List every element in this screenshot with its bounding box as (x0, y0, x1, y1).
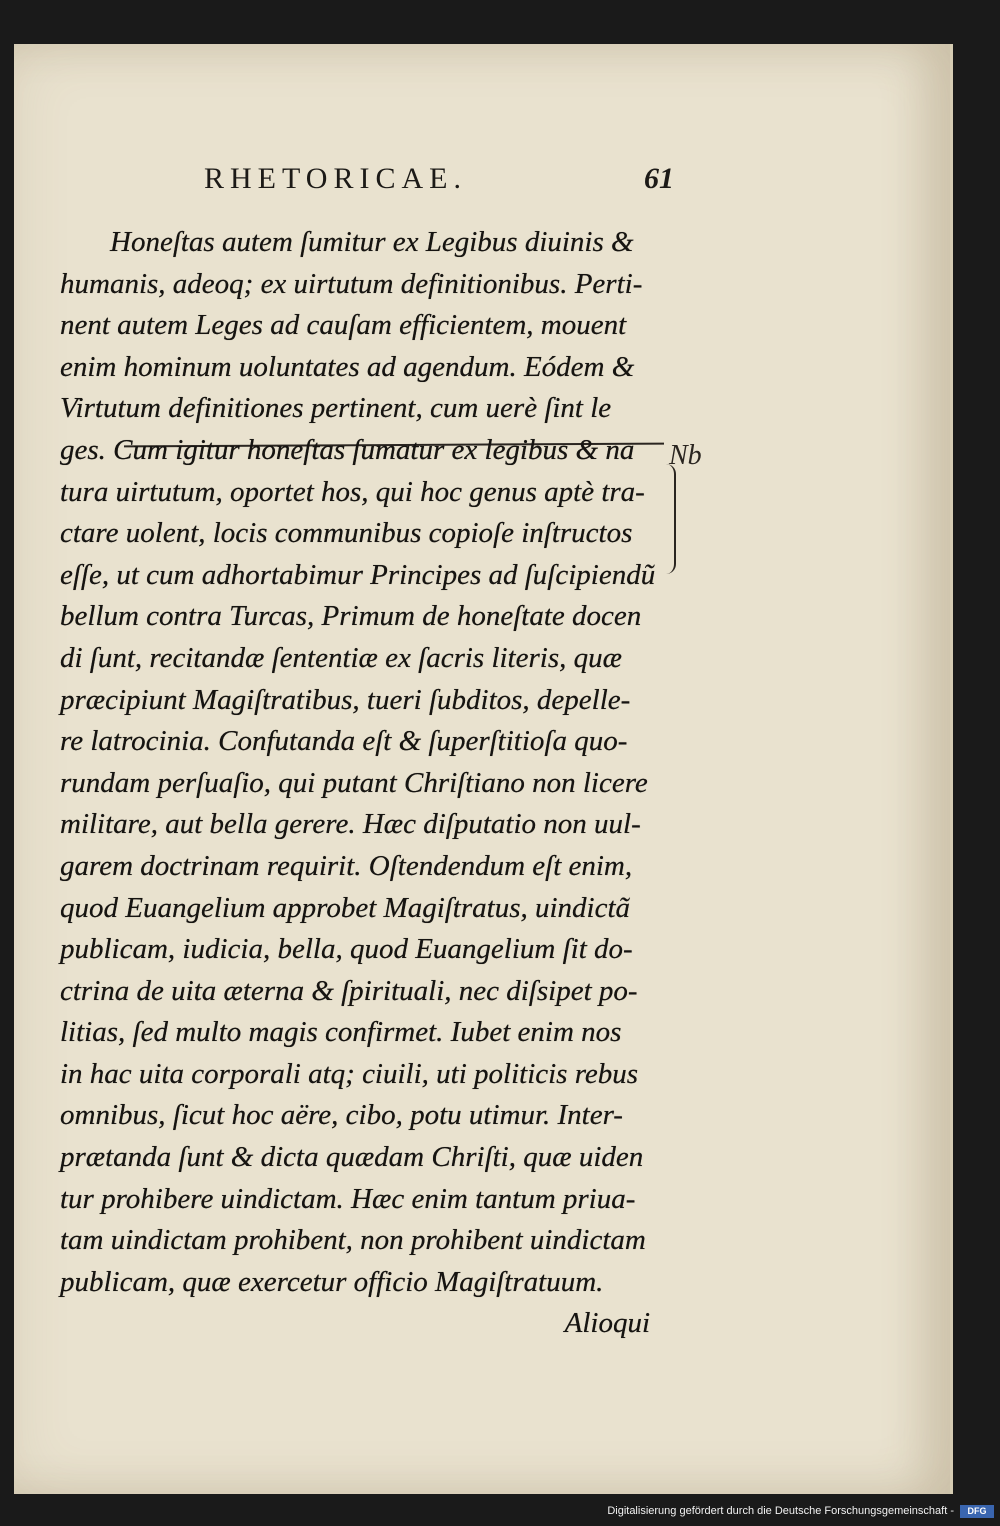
text-line: eſſe, ut cum adhortabimur Principes ad ſuſcipiendũ (60, 558, 656, 591)
text-line: Honeſtas autem ſumitur ex Legibus diuinis & (110, 226, 634, 258)
text-line: enim hominum uoluntates ad agendum. Eódem & (60, 350, 635, 383)
text-line: ges. Cum igitur honeſtas ſumatur ex legibus & na (60, 433, 635, 466)
page-number: 61 (644, 162, 674, 195)
text-line: præcipiunt Magiſtratibus, tueri ſubditos, depelle- (60, 683, 631, 716)
text-line: quod Euangelium approbet Magiſtratus, uindictã (60, 891, 631, 924)
text-line: militare, aut bella gerere. Hæc diſputatio non uul- (60, 808, 641, 841)
running-title: RHETORICAE. (204, 162, 467, 195)
text-line: prætanda ſunt & dicta quædam Chriſti, quæ uiden (60, 1141, 644, 1174)
text-line: litias, ſed multo magis confirmet. Iubet enim nos (60, 1016, 622, 1049)
body-text (60, 222, 670, 1345)
footer-bar (0, 1494, 1000, 1526)
manuscript-marginalia: Nb (669, 440, 702, 471)
dfg-logo: DFG (960, 1505, 994, 1518)
text-line: di ſunt, recitandæ ſententiæ ex ſacris literis, quæ (60, 641, 622, 674)
text-line: ctare uolent, locis communibus copioſe inſtructos (60, 517, 633, 550)
text-line: humanis, adeoq; ex uirtutum definitionibus. Perti- (60, 267, 643, 300)
text-line: Virtutum definitiones pertinent, cum uerè ſint le (60, 392, 612, 425)
funding-credit: Digitalisierung gefördert durch die Deutsche Forschungsgemeinschaft - (607, 1505, 954, 1517)
book-page (14, 44, 953, 1494)
text-line: garem doctrinam requirit. Oſtendendum eſt enim, (60, 849, 633, 882)
text-line: tur prohibere uindictam. Hæc enim tantum priua- (60, 1182, 636, 1215)
catchword: Alioqui (564, 1307, 650, 1340)
text-line: omnibus, ſicut hoc aëre, cibo, potu utimur. Inter- (60, 1099, 623, 1132)
text-line: rundam perſuaſio, qui putant Chriſtiano non licere (60, 766, 648, 799)
text-line: publicam, iudicia, bella, quod Euangelium ſit do- (60, 933, 633, 966)
text-line: publicam, quæ exercetur officio Magiſtratuum. (60, 1265, 604, 1298)
text-line: tura uirtutum, oportet hos, qui hoc genus aptè tra- (60, 475, 645, 508)
text-line: re latrocinia. Confutanda eſt & ſuperſtitioſa quo- (60, 725, 628, 758)
text-line: nent autem Leges ad cauſam efficientem, mouent (60, 309, 627, 342)
text-line: bellum contra Turcas, Primum de honeſtate docen (60, 600, 642, 633)
text-line: in hac uita corporali atq; ciuili, uti politicis rebus (60, 1057, 639, 1090)
text-line: ctrina de uita æterna & ſpirituali, nec diſsipet po- (60, 974, 638, 1007)
text-line: tam uindictam prohibent, non prohibent uindictam (60, 1224, 646, 1257)
